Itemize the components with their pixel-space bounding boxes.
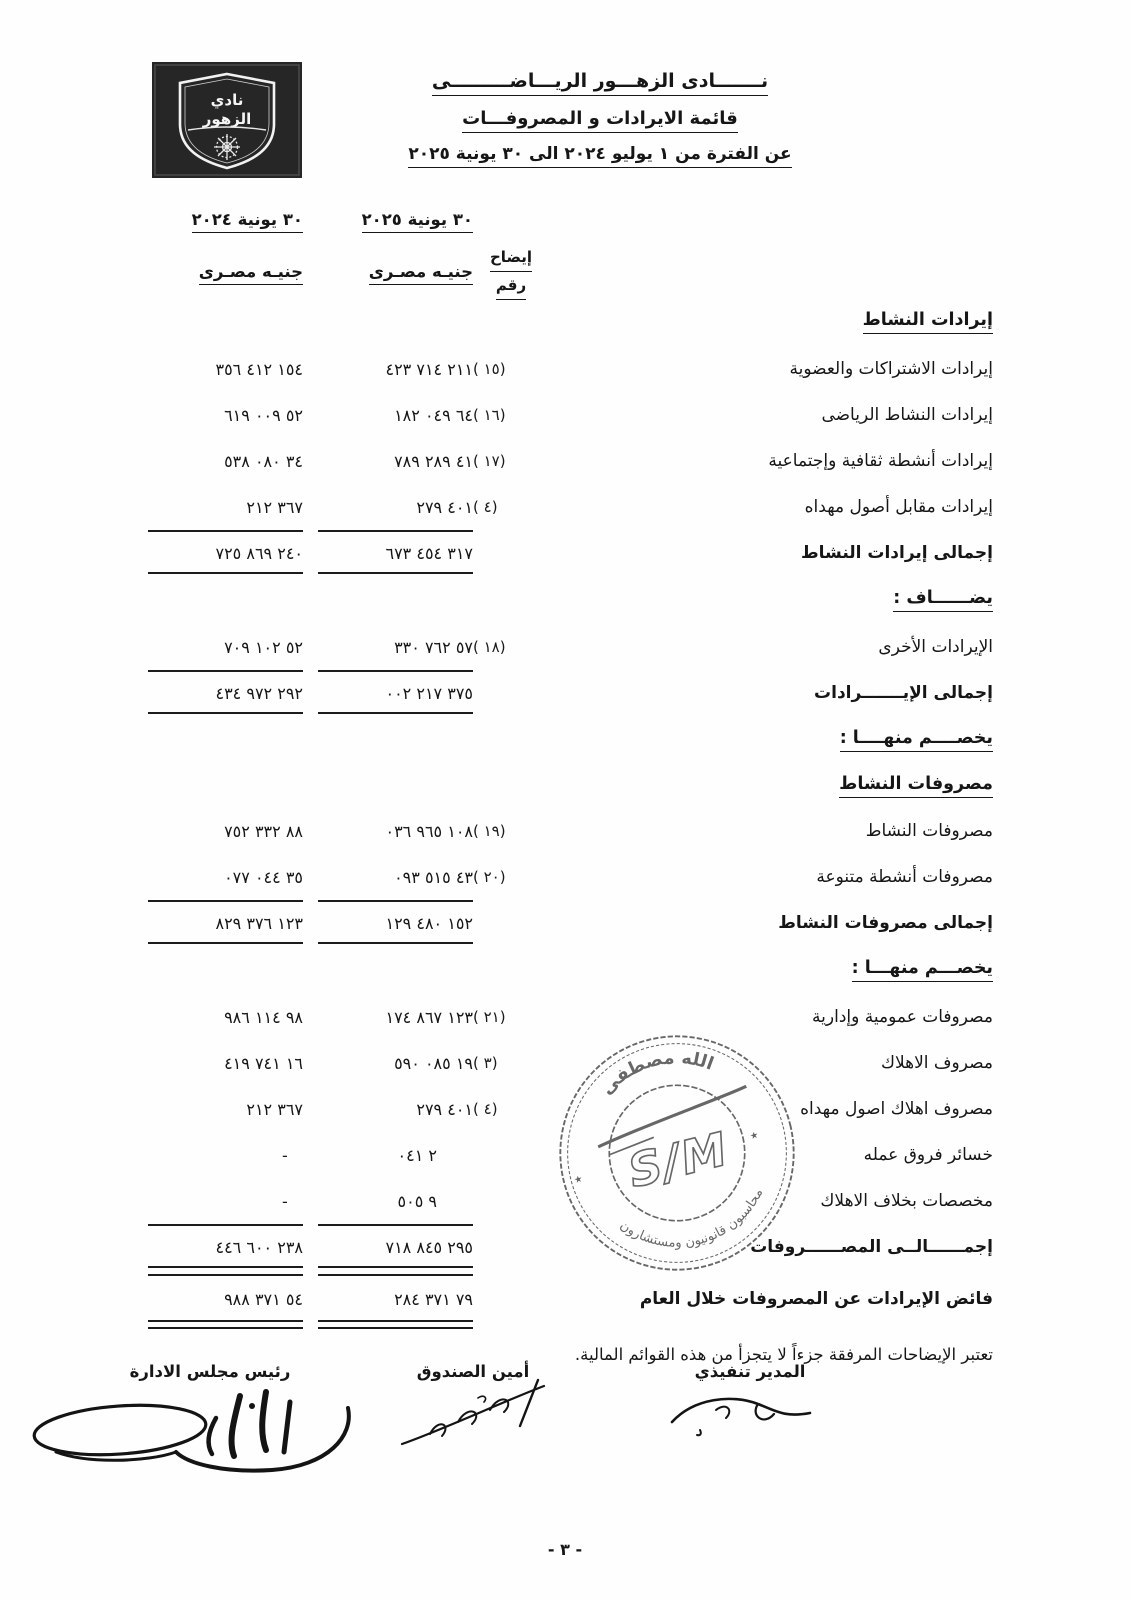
club-name: نـــــــادى الزهـــور الريـــاضـــــــــى	[360, 70, 840, 96]
table-row	[148, 1132, 993, 1178]
value-2025: ٣٧٥ ٢١٧ ٠٠٢	[385, 683, 473, 703]
row-label: إيرادات أنشطة ثقافية وإجتماعية	[768, 451, 993, 471]
section-heading	[148, 958, 993, 982]
row-label: إجمالى مصروفات النشاط	[778, 913, 993, 933]
table-row	[148, 854, 993, 900]
row-label: إيرادات الاشتراكات والعضوية	[789, 359, 993, 379]
value-2024: ٣٦٧ ٢١٢	[246, 497, 303, 517]
section-heading-row	[148, 576, 993, 624]
section-heading-text: يخصــــم منهــــا :	[840, 728, 993, 752]
rule-2025	[318, 572, 473, 574]
item-label	[540, 1007, 993, 1027]
item-label	[540, 637, 993, 657]
row-label: مصروفات النشاط	[865, 821, 993, 841]
value-2024: ٢٩٢ ٩٧٢ ٤٣٤	[215, 683, 303, 703]
note-number: ( ١٧)	[473, 452, 506, 470]
currency-label-2025: جنيـه مصـرى	[318, 262, 473, 285]
note-number: ( ٢٠)	[473, 868, 506, 886]
footnote: تعتبر الإيضاحات المرفقة جزءاً لا يتجزأ من هذه القوائم المالية.	[574, 1345, 993, 1364]
signature-executive	[660, 1386, 830, 1441]
column-rule-row	[148, 1320, 993, 1329]
row-label: إيرادات النشاط الرياضى	[821, 405, 993, 425]
row-label: مصروفات عمومية وإدارية	[812, 1007, 993, 1027]
value-2024: ٢٣٨ ٦٠٠ ٤٤٦	[215, 1237, 303, 1257]
value-2024: ٢٤٠ ٨٦٩ ٧٢٥	[215, 543, 303, 563]
rule-2025	[318, 712, 473, 714]
value-2025: ٢٩٥ ٨٤٥ ٧١٨	[385, 1237, 473, 1257]
rule-2025	[318, 900, 473, 902]
rule-2024	[148, 1320, 303, 1329]
club-logo	[152, 62, 302, 178]
total-label	[540, 1237, 993, 1257]
section-heading-row	[148, 764, 993, 808]
rule-2024	[148, 530, 303, 532]
rule-2025	[318, 1320, 473, 1329]
item-label	[540, 359, 993, 379]
value-2024: ١٦ ٧٤١ ٤١٩	[224, 1053, 303, 1073]
item-label	[540, 1053, 993, 1073]
table-row	[148, 392, 993, 438]
table-row	[148, 1086, 993, 1132]
note-number: ( ٤)	[473, 1100, 498, 1118]
rule-2024	[148, 942, 303, 944]
signature-treasurer-title: أمين الصندوق	[416, 1362, 530, 1381]
item-label	[540, 405, 993, 425]
table-row	[148, 1178, 993, 1224]
value-2025: ٦٤ ٠٤٩ ١٨٢	[394, 405, 473, 425]
value-2025: ١٢٣ ٨٦٧ ١٧٤	[385, 1007, 473, 1027]
rule-2024	[148, 900, 303, 902]
section-heading-text: مصروفات النشاط	[839, 774, 993, 798]
value-2024: -	[282, 1191, 289, 1211]
value-2024: ١٢٣ ٣٧٦ ٨٢٩	[215, 913, 303, 933]
row-label: إيرادات مقابل أصول مهداه	[804, 497, 993, 517]
row-label: إجمــــــالــى المصــــــروفات	[750, 1237, 993, 1257]
row-label: الإيرادات الأخرى	[878, 637, 993, 657]
signature-executive-title: المدير تنفيذي	[694, 1362, 806, 1381]
page-number: - ٣ -	[547, 1540, 583, 1559]
rule-2025	[318, 1274, 473, 1276]
rule-2025	[318, 670, 473, 672]
statement-title: قائمة الايرادات و المصروفـــات	[360, 108, 840, 133]
item-label	[540, 867, 993, 887]
item-label	[540, 497, 993, 517]
row-label: مصروف الاهلاك	[880, 1053, 993, 1073]
value-2024: ١٥٤ ٤١٢ ٣٥٦	[215, 359, 303, 379]
rule-2025	[318, 1224, 473, 1226]
table-row	[148, 346, 993, 392]
rule-2025	[318, 530, 473, 532]
total-label	[540, 683, 993, 703]
row-label: مصروفات أنشطة متنوعة	[816, 867, 993, 887]
total-label	[540, 913, 993, 933]
item-label	[540, 1191, 993, 1211]
table-row	[148, 1040, 993, 1086]
section-heading-text: يضــــــاف :	[893, 588, 993, 612]
rule-2024	[148, 1274, 303, 1276]
note-number: ( ١٨)	[473, 638, 506, 656]
table-rows	[148, 298, 993, 1329]
note-number: ( ٢١)	[473, 1008, 506, 1026]
signature-treasurer	[392, 1372, 557, 1457]
section-heading	[148, 310, 993, 334]
column-header-2025: ٣٠ يونية ٢٠٢٥	[318, 210, 473, 233]
table-row	[148, 904, 993, 942]
section-heading-row	[148, 716, 993, 764]
section-heading	[148, 728, 993, 752]
value-2025: ٤٠١ ٢٧٩	[416, 497, 473, 517]
value-2025: ٩ ٥٠٥	[397, 1191, 437, 1211]
period-line: عن الفترة من ١ يوليو ٢٠٢٤ الى ٣٠ يونية ٢٠٢٥	[360, 144, 840, 168]
statement-table	[148, 298, 993, 1364]
logo-text-1: نادي	[210, 91, 244, 109]
note-number-header: إيضاح رقم	[476, 244, 546, 300]
table-row	[148, 1228, 993, 1266]
table-row	[148, 1278, 993, 1320]
row-label: مصروف اهلاك اصول مهداه	[800, 1099, 993, 1119]
value-2024: ٣٥ ٠٤٤ ٠٧٧	[224, 867, 303, 887]
value-2025: ٣١٧ ٤٥٤ ٦٧٣	[385, 543, 473, 563]
item-label	[540, 451, 993, 471]
note-number: ( ١٦)	[473, 406, 506, 424]
value-2025: ٢ ٠٤١	[397, 1145, 437, 1165]
value-2025: ٤٠١ ٢٧٩	[416, 1099, 473, 1119]
value-2024: ٣٦٧ ٢١٢	[246, 1099, 303, 1119]
rule-2024	[148, 712, 303, 714]
value-2024: ٨٨ ٣٣٢ ٧٥٢	[224, 821, 303, 841]
stamp-star-left: ٭	[571, 1169, 585, 1189]
value-2025: ٢١١ ٧١٤ ٤٢٣	[385, 359, 473, 379]
value-2025: ٤١ ٢٨٩ ٧٨٩	[394, 451, 473, 471]
table-row	[148, 808, 993, 854]
item-label	[540, 821, 993, 841]
column-header-2024: ٣٠ يونية ٢٠٢٤	[148, 210, 303, 233]
shield-icon	[152, 62, 302, 178]
table-row	[148, 438, 993, 484]
value-2024: ٥٢ ٠٠٩ ٦١٩	[224, 405, 303, 425]
row-label: مخصصات بخلاف الاهلاك	[820, 1191, 993, 1211]
item-label	[540, 1145, 993, 1165]
section-heading	[148, 588, 993, 612]
value-2024: ٩٨ ١١٤ ٩٨٦	[224, 1007, 303, 1027]
signature-chairman	[28, 1378, 358, 1483]
stamp-bottom-text: محاسبون قانونيون ومستشارون	[616, 1186, 767, 1251]
value-2025: ٥٧ ٧٦٢ ٣٣٠	[394, 637, 473, 657]
value-2025: ١٥٢ ٤٨٠ ١٢٩	[385, 913, 473, 933]
stamp-center-logo: S∕M	[622, 1121, 735, 1199]
row-label: فائض الإيرادات عن المصروفات خلال العام	[639, 1289, 993, 1309]
signature-chairman-title: رئيس مجلس الادارة	[129, 1362, 291, 1381]
stamp-star-right: ٭	[747, 1125, 761, 1145]
value-2025: ٧٩ ٣٧١ ٢٨٤	[394, 1289, 473, 1309]
stamp-top-text: الله مصطفى	[597, 1048, 717, 1099]
value-2025: ١٩ ٠٨٥ ٥٩٠	[394, 1053, 473, 1073]
section-heading-row	[148, 298, 993, 346]
table-row	[148, 624, 993, 670]
rule-2025	[318, 1266, 473, 1268]
table-row	[148, 534, 993, 572]
row-label: خسائر فروق عمله	[863, 1145, 993, 1165]
value-2025: ١٠٨ ٩٦٥ ٠٣٦	[385, 821, 473, 841]
section-heading-text: يخصـــم منهـــا :	[852, 958, 993, 982]
note-number: ( ٣)	[473, 1054, 498, 1072]
surplus-label	[540, 1289, 993, 1309]
section-heading-text: إيرادات النشاط	[863, 310, 993, 334]
value-2024: ٥٢ ١٠٢ ٧٠٩	[224, 637, 303, 657]
rule-2024	[148, 572, 303, 574]
rule-2025	[318, 942, 473, 944]
value-2024: ٣٤ ٠٨٠ ٥٣٨	[224, 451, 303, 471]
currency-label-2024: جنيـه مصـرى	[148, 262, 303, 285]
logo-text-2: الزهور	[202, 110, 252, 128]
section-heading	[148, 774, 993, 798]
table-row	[148, 994, 993, 1040]
value-2024: ٥٤ ٣٧١ ٩٨٨	[224, 1289, 303, 1309]
row-label: إجمالى إيرادات النشاط	[800, 543, 993, 563]
rule-2024	[148, 1224, 303, 1226]
rule-2024	[148, 1266, 303, 1268]
table-row	[148, 484, 993, 530]
item-label	[540, 1099, 993, 1119]
value-2025: ٤٣ ٥١٥ ٠٩٣	[394, 867, 473, 887]
value-2024: -	[282, 1145, 289, 1165]
rule-2024	[148, 670, 303, 672]
table-row	[148, 674, 993, 712]
note-number: ( ١٥)	[473, 360, 506, 378]
total-label	[540, 543, 993, 563]
row-label: إجمالى الإيـــــــرادات	[814, 683, 993, 703]
section-heading-row	[148, 946, 993, 994]
note-number: ( ٤)	[473, 498, 498, 516]
note-number: ( ١٩)	[473, 822, 506, 840]
